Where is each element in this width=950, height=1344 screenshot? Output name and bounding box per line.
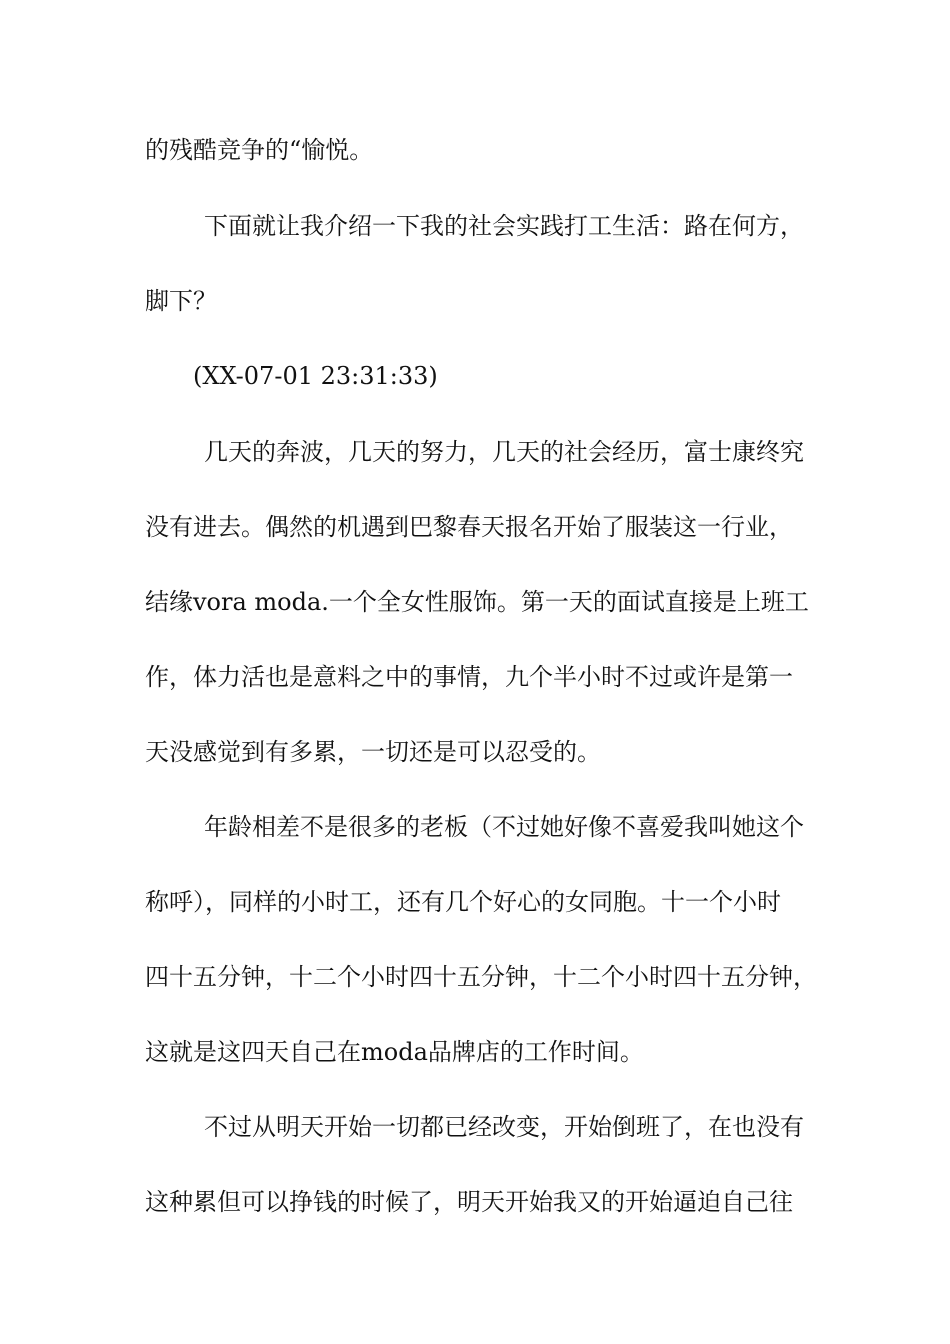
paragraph-first-line: 不过从明天开始一切都已经改变，开始倒班了，在也没有 xyxy=(204,1113,804,1141)
text-line: 天没感觉到有多累，一切还是可以忍受的。 xyxy=(145,738,601,766)
text-line: 作，体力活也是意料之中的事情，九个半小时不过或许是第一 xyxy=(145,663,793,691)
text-line: 四十五分钟，十二个小时四十五分钟，十二个小时四十五分钟， xyxy=(145,963,817,991)
paragraph-first-line: 下面就让我介绍一下我的社会实践打工生活：路在何方， xyxy=(204,212,804,240)
text-line: 的残酷竞争的“愉悦。 xyxy=(145,136,374,164)
text-line: 称呼），同样的小时工，还有几个好心的女同胞。十一个小时 xyxy=(145,888,781,916)
text-line: 脚下？ xyxy=(145,287,217,315)
paragraph-first-line: 年龄相差不是很多的老板（不过她好像不喜爱我叫她这个 xyxy=(204,813,804,841)
timestamp: (XX-07-01 23:31:33) xyxy=(193,362,438,390)
text-line: 这种累但可以挣钱的时候了，明天开始我又的开始逼迫自己往 xyxy=(145,1188,793,1216)
text-line: 这就是这四天自己在moda品牌店的工作时间。 xyxy=(145,1038,644,1066)
text-line: 结缘vora moda.一个全女性服饰。第一天的面试直接是上班工 xyxy=(145,588,809,616)
paragraph-first-line: 几天的奔波，几天的努力，几天的社会经历，富士康终究 xyxy=(204,438,804,466)
text-line: 没有进去。偶然的机遇到巴黎春天报名开始了服装这一行业， xyxy=(145,513,793,541)
